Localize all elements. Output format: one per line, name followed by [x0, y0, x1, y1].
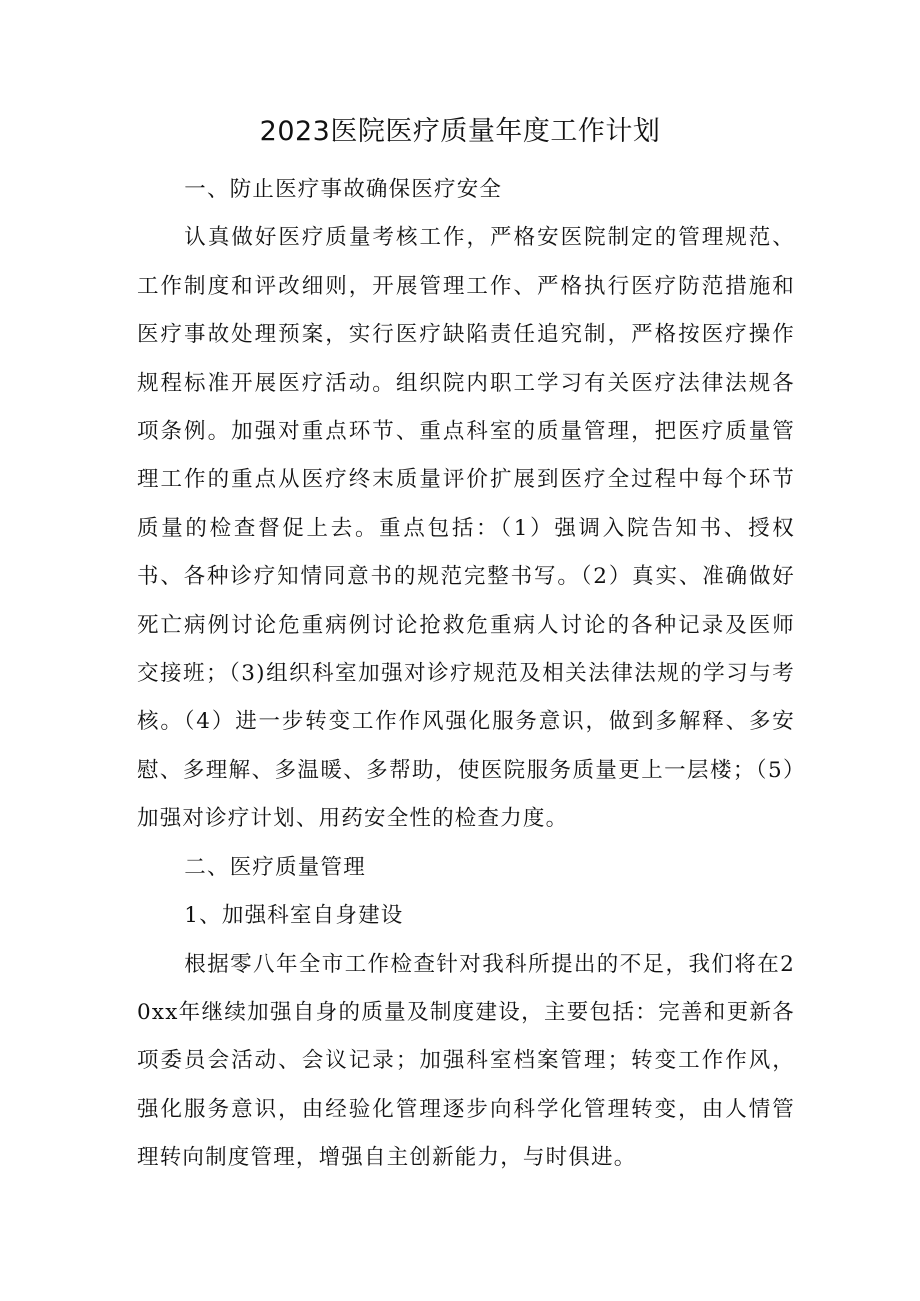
subsection-heading-1: 1、加强科室自身建设: [184, 903, 404, 929]
body-paragraph-1: 认真做好医疗质量考核工作，严格安医院制定的管理规范、工作制度和评改细则，开展管理工作、严格执行医疗防范措施和医疗事故处理预案，实行医疗缺陷责任追究制，严格按医疗操作规程标准开展医疗活动。组织院内职工学习有关医疗法律法规各项条例。加强对重点环节、重点科室的质量管理，把医疗质量管理工作的重点从医疗终末质量评价扩展到医疗全过程中每个环节质量的检查督促上去。重点包括：（1）强调入院告知书、授权书、各种诊疗知情同意书的规范完整书写。（2）真实、准确做好死亡病例讨论危重病例讨论抢救危重病人讨论的各种记录及医师交接班；（3)组织科室加强对诊疗规范及相关法律法规的学习与考核。（4）进一步转变工作作风强化服务意识，做到多解释、多安慰、多理解、多温暖、多帮助，使医院服务质量更上一层楼；（5）加强对诊疗计划、用药安全性的检查力度。: [137, 225, 795, 832]
section-heading-2: 二、医疗质量管理: [184, 854, 366, 880]
body-paragraph-2: 根据零八年全市工作检查针对我科所提出的不足，我们将在20xx年继续加强自身的质量及制度建设，主要包括：完善和更新各项委员会活动、会议记录；加强科室档案管理；转变工作作风，强化服务意识，由经验化管理逐步向科学化管理转变，由人情管理转向制度管理，增强自主创新能力，与时俱进。: [137, 951, 795, 1171]
document-body: [137, 166, 795, 1183]
section-heading-1: 一、防止医疗事故确保医疗安全: [184, 177, 503, 202]
page-title: 2023医院医疗质量年度工作计划: [259, 116, 661, 147]
